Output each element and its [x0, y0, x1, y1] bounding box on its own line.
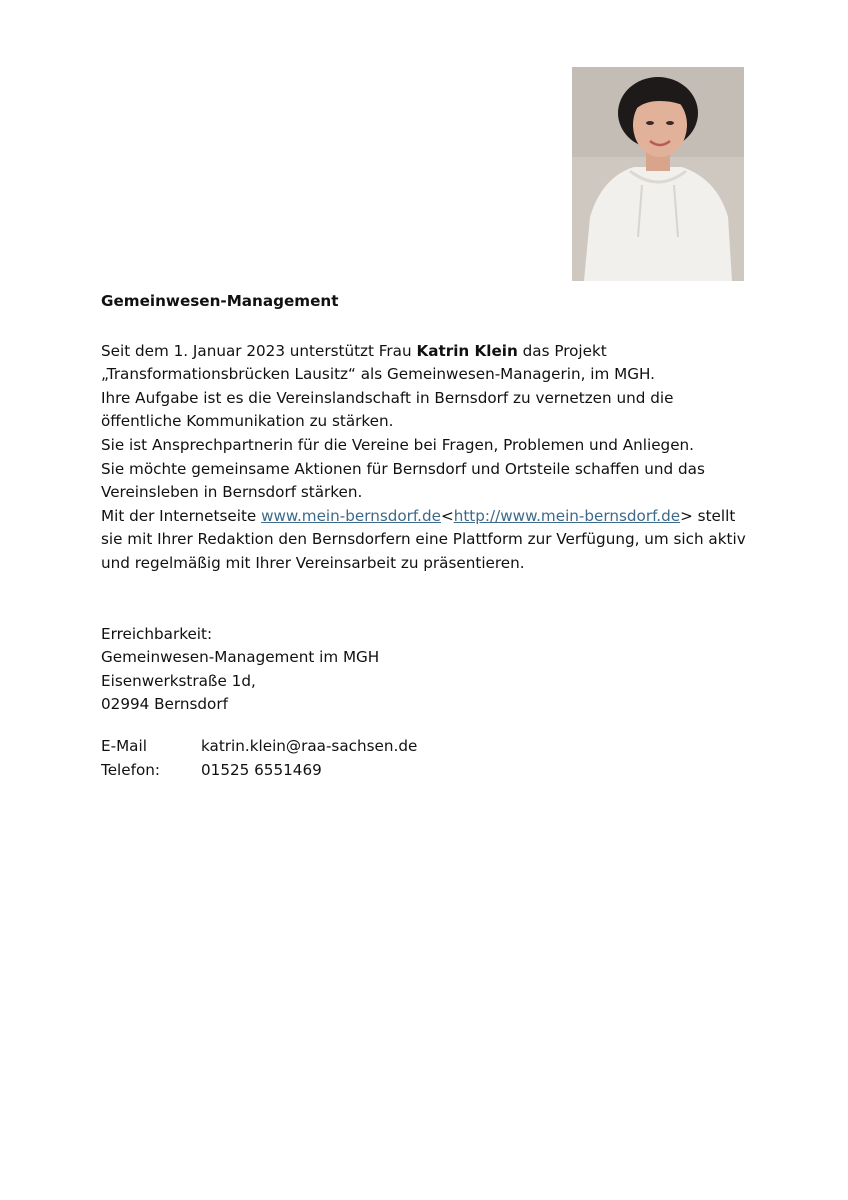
intro-line-7: Vereinsleben in Bernsdorf stärken.: [101, 483, 363, 502]
document-body: [101, 290, 761, 782]
intro-line-6: Sie möchte gemeinsame Aktionen für Bernsdorf und Ortsteile schaffen und das: [101, 459, 705, 478]
contact-org: Gemeinwesen-Management im MGH: [101, 648, 380, 667]
phone-row: [101, 759, 761, 783]
intro-line-9: sie mit Ihrer Redaktion den Bernsdorfern eine Plattform zur Verfügung, um sich aktiv: [101, 530, 746, 549]
phone-label: Telefon:: [101, 760, 160, 779]
intro-line-3: Ihre Aufgabe ist es die Vereinslandschaft in Bernsdorf zu vernetzen und die: [101, 388, 674, 407]
bracket-text: <: [440, 506, 454, 525]
intro-line-4: öffentliche Kommunikation zu stärken.: [101, 412, 394, 431]
email-row: [101, 735, 761, 759]
contact-block: [101, 623, 761, 783]
intro-line-8: [101, 505, 761, 529]
email-label: E-Mail: [101, 736, 147, 755]
email-value: katrin.klein@raa-sachsen.de: [201, 736, 418, 755]
intro-text: Seit dem 1. Januar 2023 unterstützt Frau: [101, 341, 417, 360]
contact-city: 02994 Bernsdorf: [101, 695, 228, 714]
page-title: Gemeinwesen-Management: [101, 292, 339, 310]
person-name: Katrin Klein: [416, 341, 518, 360]
website-link[interactable]: www.mein-bernsdorf.de: [261, 506, 441, 525]
contact-label: Erreichbarkeit:: [101, 624, 213, 643]
intro-line-1: [101, 340, 761, 364]
phone-value: 01525 6551469: [201, 760, 322, 779]
portrait-photo: [572, 67, 744, 281]
website-url-link[interactable]: http://www.mein-bernsdorf.de: [453, 506, 681, 525]
contact-details: [101, 735, 761, 782]
intro-line-10: und regelmäßig mit Ihrer Vereinsarbeit zu präsentieren.: [101, 553, 525, 572]
contact-street: Eisenwerkstraße 1d,: [101, 671, 256, 690]
intro-line-2: „Transformationsbrücken Lausitz“ als Gemeinwesen-Managerin, im MGH.: [101, 365, 655, 384]
portrait-illustration: [572, 67, 744, 281]
intro-text: das Projekt: [517, 341, 607, 360]
intro-paragraph: [101, 340, 761, 576]
intro-text: > stellt: [680, 506, 736, 525]
intro-line-5: Sie ist Ansprechpartnerin für die Vereine bei Fragen, Problemen und Anliegen.: [101, 435, 694, 454]
intro-text: Mit der Internetseite: [101, 506, 262, 525]
